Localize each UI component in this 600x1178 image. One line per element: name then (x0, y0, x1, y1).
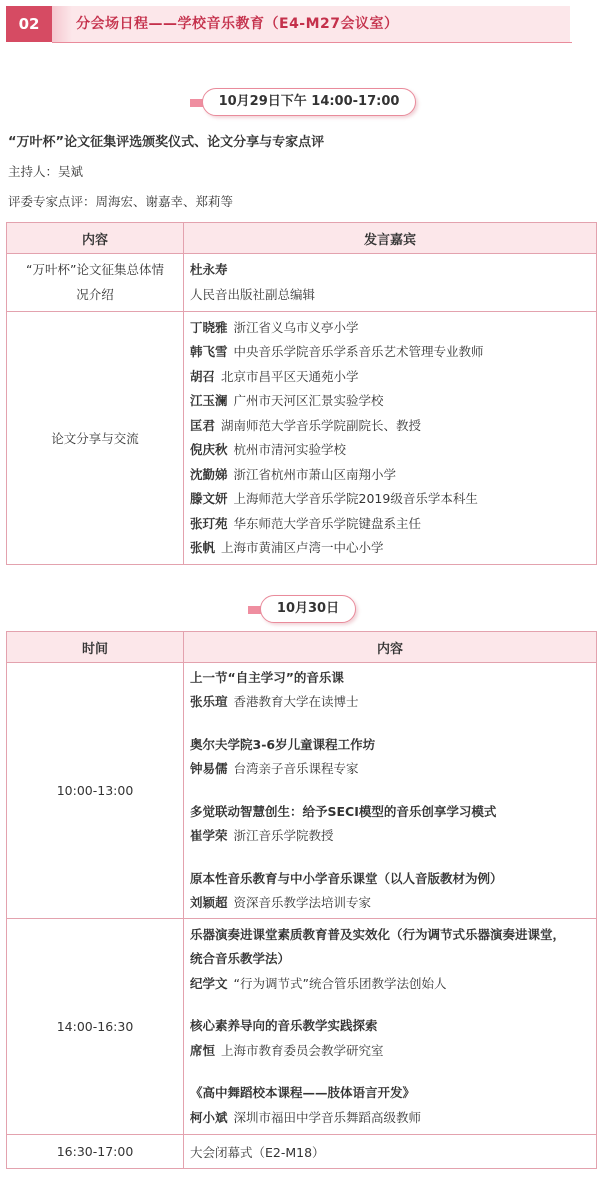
speaker-entry (190, 536, 596, 561)
speaker-name: 韩飞雪 (190, 344, 228, 359)
content-cell (184, 663, 597, 919)
speaker-name: 江玉澜 (190, 393, 228, 408)
speaker-title: 浙江音乐学院教授 (233, 828, 334, 843)
speaker-entry (190, 463, 596, 488)
speaker-entry (190, 365, 596, 390)
speaker-name: 张玎苑 (190, 515, 228, 531)
date-pill-day1 (190, 88, 420, 118)
speaker-name: 席恒 (190, 1042, 216, 1058)
table-row (7, 663, 597, 919)
speaker-entry (190, 1106, 596, 1131)
date-label: 10月29日下午 14:00-17:00 (202, 88, 416, 116)
section-banner (6, 6, 570, 42)
speaker-title: 浙江省义乌市义亭小学 (233, 319, 359, 335)
session-title: “万叶杯”论文征集评选颁奖仪式、论文分享与专家点评 (8, 135, 325, 150)
speaker-entry (190, 438, 596, 463)
speaker-name: 胡召 (190, 368, 216, 384)
time-cell: 14:00-16:30 (7, 919, 184, 1135)
speaker-title: 人民音出版社副总编辑 (190, 286, 316, 302)
speaker-entry (190, 414, 596, 439)
speaker-title: 台湾亲子音乐课程专家 (233, 761, 359, 776)
speaker-entry (190, 340, 596, 365)
speaker-entry (190, 824, 596, 849)
topic-title: 原本性音乐教育与中小学音乐课堂（以人音版教材为例） (190, 870, 503, 886)
content-cell: 大会闭幕式（E2-M18） (184, 1135, 597, 1169)
speaker-name: 丁晓雅 (190, 319, 228, 335)
speaker-title: 浙江省杭州市萧山区南翔小学 (233, 466, 397, 482)
speaker-title: 杭州市清河实验学校 (233, 442, 347, 457)
table-row (7, 1135, 597, 1169)
topic-title: 核心素养导向的音乐教学实践探索 (190, 1018, 378, 1034)
date-label: 10月30日 (260, 595, 356, 623)
time-cell: 16:30-17:00 (7, 1135, 184, 1169)
speaker-title: 北京市昌平区天通苑小学 (221, 368, 359, 384)
speaker-name: 张乐瑄 (190, 694, 228, 709)
speaker-name: 柯小斌 (190, 1109, 228, 1125)
topic-title: 乐器演奏进课堂素质教育普及实效化（行为调节式乐器演奏进课堂， (190, 926, 566, 942)
speaker-name: 刘颖超 (190, 895, 228, 910)
speaker-title: “行为调节式”统合管乐团教学法创始人 (233, 975, 447, 991)
table-row (7, 312, 597, 565)
speaker-cell (184, 254, 597, 312)
column-header: 发言嘉宾 (184, 223, 597, 254)
content-text: “万叶杯”论文征集总体情 (26, 262, 164, 277)
speaker-name: 纪学文 (190, 975, 228, 991)
speaker-name: 匡君 (190, 417, 216, 433)
banner-decoration (52, 6, 72, 42)
speaker-title: 上海师范大学音乐学院2019级音乐学本科生 (233, 491, 478, 506)
day1-schedule-table (6, 222, 597, 565)
speaker-entry (190, 757, 596, 782)
speaker-name: 崔学荣 (190, 828, 228, 843)
speaker-title: 华东师范大学音乐学院键盘系主任 (233, 515, 422, 531)
table-row (7, 254, 597, 312)
topic-title: 多觉联动智慧创生：给予SECI模型的音乐创享学习模式 (190, 803, 497, 819)
speaker-title: 上海市黄浦区卢湾一中心小学 (221, 540, 384, 555)
speaker-title: 香港教育大学在读博士 (233, 694, 359, 709)
content-cell (7, 254, 184, 312)
speaker-name: 张帆 (190, 540, 216, 555)
content-cell: 论文分享与交流 (7, 312, 184, 565)
speaker-name: 沈勤娣 (190, 466, 228, 482)
host-line: 主持人：吴斌 (8, 164, 84, 179)
speaker-name: 杜永寿 (190, 262, 228, 277)
speaker-entry (190, 512, 596, 537)
speaker-name: 滕文妍 (190, 491, 228, 506)
content-cell (184, 919, 597, 1135)
speaker-title: 深圳市福田中学音乐舞蹈高级教师 (233, 1109, 422, 1125)
speaker-entry (190, 316, 596, 341)
table-header-row (7, 632, 597, 663)
speaker-entry (190, 1039, 596, 1064)
speaker-title: 上海市教育委员会教学研究室 (221, 1042, 384, 1058)
topic-title: 《高中舞蹈校本课程——肢体语言开发》 (190, 1085, 416, 1101)
speaker-name: 钟易儒 (190, 761, 228, 776)
column-header: 内容 (184, 632, 597, 663)
speaker-entry (190, 389, 596, 414)
column-header: 内容 (7, 223, 184, 254)
section-number: 02 (6, 6, 52, 42)
speaker-title: 湖南师范大学音乐学院副院长、教授 (221, 417, 422, 433)
speaker-entry (190, 690, 596, 715)
speaker-entry (190, 891, 596, 916)
section-title: 分会场日程——学校音乐教育（E4-M27会议室） (76, 16, 399, 32)
speaker-title: 中央音乐学院音乐学系音乐艺术管理专业教师 (233, 344, 484, 359)
date-pill-day2 (248, 595, 360, 625)
speaker-title: 资深音乐教学法培训专家 (233, 895, 372, 910)
speaker-name: 倪庆秋 (190, 442, 228, 457)
content-text: 况介绍 (76, 286, 114, 302)
table-row (7, 919, 597, 1135)
topic-title: 奥尔夫学院3-6岁儿童课程工作坊 (190, 736, 376, 752)
speaker-entry (190, 487, 596, 512)
speaker-cell (184, 312, 597, 565)
speaker-entry (190, 972, 596, 997)
table-header-row (7, 223, 597, 254)
judges-line: 评委专家点评：周海宏、谢嘉幸、郑莉等 (8, 194, 234, 209)
topic-title: 上一节“自主学习”的音乐课 (190, 669, 344, 685)
speaker-title: 广州市天河区汇景实验学校 (233, 393, 384, 408)
topic-title: 统合音乐教学法） (190, 951, 291, 967)
time-cell: 10:00-13:00 (7, 663, 184, 919)
column-header: 时间 (7, 632, 184, 663)
banner-underline (52, 42, 572, 43)
day2-schedule-table (6, 631, 597, 1169)
